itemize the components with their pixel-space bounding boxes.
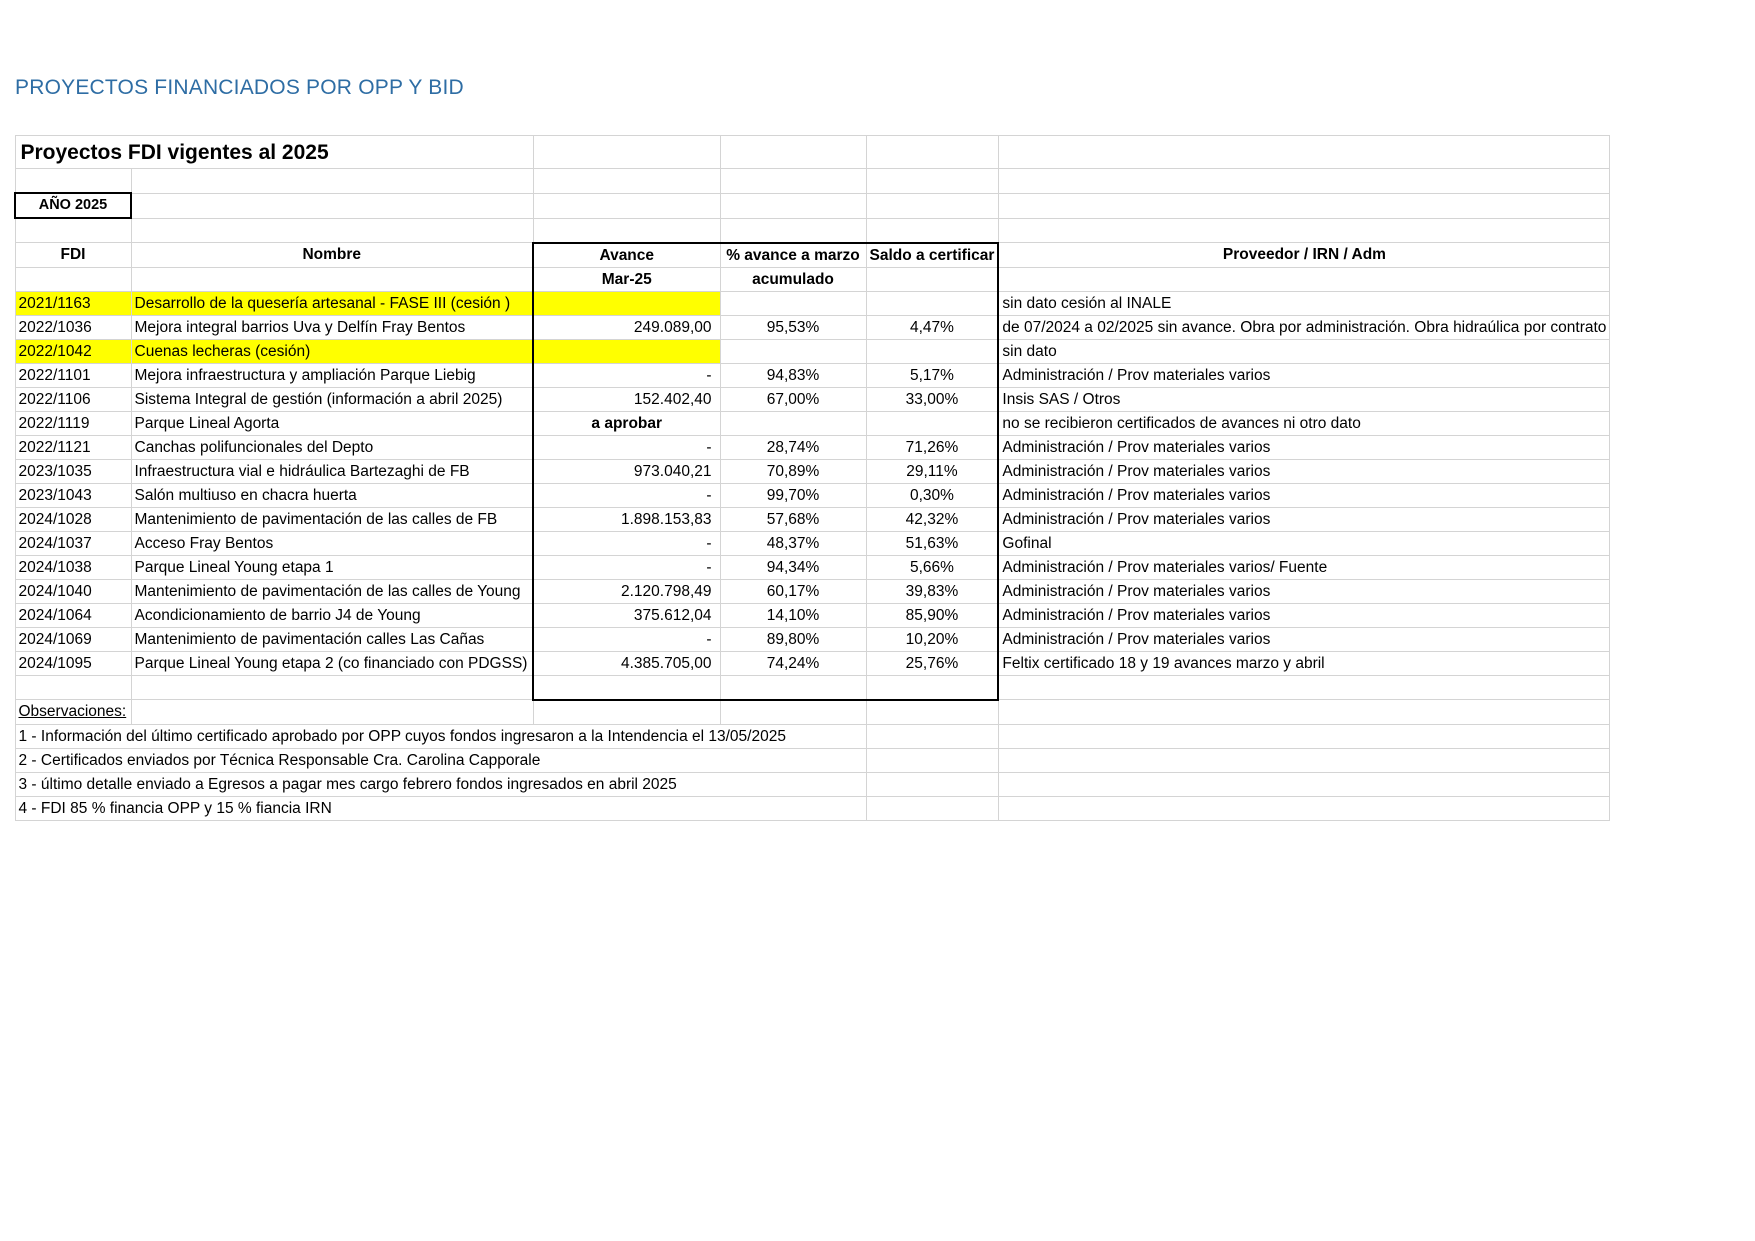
observation-row xyxy=(15,748,1610,772)
table-row xyxy=(15,579,1610,603)
header-pct: % avance a marzo xyxy=(720,243,866,268)
year-label: AÑO 2025 xyxy=(15,193,131,218)
cell-avance: - xyxy=(533,483,720,507)
table-row xyxy=(15,627,1610,651)
observation-text: 1 - Información del último certificado aprobado por OPP cuyos fondos ingresaron a la Intendencia el 13/05/2025 xyxy=(15,724,866,748)
table-row xyxy=(15,603,1610,627)
cell-saldo xyxy=(866,339,998,363)
cell-fdi: 2022/1042 xyxy=(15,339,131,363)
cell-avance: 973.040,21 xyxy=(533,459,720,483)
table-row xyxy=(15,483,1610,507)
cell-saldo: 39,83% xyxy=(866,579,998,603)
cell-avance: 2.120.798,49 xyxy=(533,579,720,603)
cell-saldo: 25,76% xyxy=(866,651,998,675)
cell-avance xyxy=(533,339,720,363)
cell-fdi: 2022/1101 xyxy=(15,363,131,387)
observaciones-label: Observaciones: xyxy=(15,700,131,725)
sheet-title: Proyectos FDI vigentes al 2025 xyxy=(15,136,533,169)
cell-fdi: 2024/1064 xyxy=(15,603,131,627)
cell-nombre: Desarrollo de la quesería artesanal - FASE III (cesión ) xyxy=(131,291,533,315)
cell-saldo: 42,32% xyxy=(866,507,998,531)
header-proveedor: Proveedor / IRN / Adm xyxy=(998,243,1610,268)
cell-pct: 89,80% xyxy=(720,627,866,651)
cell-nombre: Parque Lineal Young etapa 2 (co financiado con PDGSS) xyxy=(131,651,533,675)
cell-avance xyxy=(533,291,720,315)
table-row xyxy=(15,339,1610,363)
cell-fdi: 2024/1038 xyxy=(15,555,131,579)
cell-saldo: 71,26% xyxy=(866,435,998,459)
cell-proveedor: sin dato cesión al INALE xyxy=(998,291,1610,315)
observation-text: 3 - último detalle enviado a Egresos a pagar mes cargo febrero fondos ingresados en abril 2025 xyxy=(15,772,866,796)
cell-avance: 4.385.705,00 xyxy=(533,651,720,675)
cell-pct xyxy=(720,339,866,363)
cell-nombre: Infraestructura vial e hidráulica Bartezaghi de FB xyxy=(131,459,533,483)
observation-text: 4 - FDI 85 % financia OPP y 15 % fiancia IRN xyxy=(15,796,866,820)
table-row xyxy=(15,435,1610,459)
subheader-pct: acumulado xyxy=(720,267,866,291)
cell-saldo: 51,63% xyxy=(866,531,998,555)
cell-avance: 375.612,04 xyxy=(533,603,720,627)
cell-nombre: Parque Lineal Young etapa 1 xyxy=(131,555,533,579)
observation-row xyxy=(15,724,1610,748)
cell-pct: 70,89% xyxy=(720,459,866,483)
observaciones-row xyxy=(15,700,1610,725)
cell-nombre: Mejora integral barrios Uva y Delfín Fray Bentos xyxy=(131,315,533,339)
cell-nombre: Salón multiuso en chacra huerta xyxy=(131,483,533,507)
cell-nombre: Mantenimiento de pavimentación calles Las Cañas xyxy=(131,627,533,651)
blank-row xyxy=(15,218,1610,243)
cell-proveedor: Administración / Prov materiales varios xyxy=(998,459,1610,483)
cell-proveedor: Administración / Prov materiales varios xyxy=(998,579,1610,603)
cell-fdi: 2022/1106 xyxy=(15,387,131,411)
cell-avance: - xyxy=(533,555,720,579)
subheader-avance: Mar-25 xyxy=(533,267,720,291)
cell-pct: 67,00% xyxy=(720,387,866,411)
cell-fdi: 2024/1040 xyxy=(15,579,131,603)
cell-avance: a aprobar xyxy=(533,411,720,435)
subheader-row xyxy=(15,267,1610,291)
table-row xyxy=(15,315,1610,339)
cell-fdi: 2024/1037 xyxy=(15,531,131,555)
cell-proveedor: sin dato xyxy=(998,339,1610,363)
cell-fdi: 2023/1035 xyxy=(15,459,131,483)
page-title: PROYECTOS FINANCIADOS POR OPP Y BID xyxy=(15,76,464,99)
cell-saldo: 0,30% xyxy=(866,483,998,507)
cell-saldo: 10,20% xyxy=(866,627,998,651)
table-row xyxy=(15,531,1610,555)
cell-saldo: 33,00% xyxy=(866,387,998,411)
cell-proveedor: Administración / Prov materiales varios/ Fuente xyxy=(998,555,1610,579)
cell-avance: - xyxy=(533,435,720,459)
cell-nombre: Acondicionamiento de barrio J4 de Young xyxy=(131,603,533,627)
cell-saldo: 5,66% xyxy=(866,555,998,579)
observation-row xyxy=(15,796,1610,820)
cell-proveedor: de 07/2024 a 02/2025 sin avance. Obra por administración. Obra hidraúlica por contrato xyxy=(998,315,1610,339)
cell-proveedor: Administración / Prov materiales varios xyxy=(998,627,1610,651)
table-row xyxy=(15,507,1610,531)
blank-row xyxy=(15,675,1610,700)
table-row xyxy=(15,363,1610,387)
cell-nombre: Canchas polifuncionales del Depto xyxy=(131,435,533,459)
cell-fdi: 2021/1163 xyxy=(15,291,131,315)
header-nombre: Nombre xyxy=(131,243,533,268)
table-row xyxy=(15,291,1610,315)
cell-fdi: 2024/1095 xyxy=(15,651,131,675)
title-row xyxy=(15,136,1610,169)
cell-nombre: Mantenimiento de pavimentación de las calles de Young xyxy=(131,579,533,603)
cell-proveedor: Administración / Prov materiales varios xyxy=(998,603,1610,627)
cell-nombre: Sistema Integral de gestión (información a abril 2025) xyxy=(131,387,533,411)
cell-pct: 94,83% xyxy=(720,363,866,387)
cell-nombre: Parque Lineal Agorta xyxy=(131,411,533,435)
cell-saldo: 29,11% xyxy=(866,459,998,483)
cell-proveedor: Gofinal xyxy=(998,531,1610,555)
cell-avance: - xyxy=(533,531,720,555)
cell-fdi: 2022/1036 xyxy=(15,315,131,339)
cell-proveedor: Administración / Prov materiales varios xyxy=(998,435,1610,459)
cell-pct: 48,37% xyxy=(720,531,866,555)
cell-avance: - xyxy=(533,363,720,387)
cell-fdi: 2022/1119 xyxy=(15,411,131,435)
cell-fdi: 2023/1043 xyxy=(15,483,131,507)
cell-proveedor: Administración / Prov materiales varios xyxy=(998,507,1610,531)
observation-text: 2 - Certificados enviados por Técnica Responsable Cra. Carolina Capporale xyxy=(15,748,866,772)
cell-nombre: Mejora infraestructura y ampliación Parque Liebig xyxy=(131,363,533,387)
cell-pct: 99,70% xyxy=(720,483,866,507)
cell-saldo: 4,47% xyxy=(866,315,998,339)
cell-avance: 249.089,00 xyxy=(533,315,720,339)
cell-fdi: 2024/1069 xyxy=(15,627,131,651)
cell-avance: - xyxy=(533,627,720,651)
cell-fdi: 2024/1028 xyxy=(15,507,131,531)
header-saldo: Saldo a certificar xyxy=(866,243,998,268)
cell-nombre: Cuenas lecheras (cesión) xyxy=(131,339,533,363)
header-fdi: FDI xyxy=(15,243,131,268)
cell-avance: 152.402,40 xyxy=(533,387,720,411)
cell-proveedor: Feltix certificado 18 y 19 avances marzo y abril xyxy=(998,651,1610,675)
cell-pct: 28,74% xyxy=(720,435,866,459)
cell-nombre: Acceso Fray Bentos xyxy=(131,531,533,555)
table-row xyxy=(15,459,1610,483)
header-avance: Avance xyxy=(533,243,720,268)
cell-pct: 57,68% xyxy=(720,507,866,531)
cell-saldo: 85,90% xyxy=(866,603,998,627)
cell-proveedor: Insis SAS / Otros xyxy=(998,387,1610,411)
table-row xyxy=(15,411,1610,435)
header-row xyxy=(15,243,1610,268)
cell-nombre: Mantenimiento de pavimentación de las calles de FB xyxy=(131,507,533,531)
cell-saldo xyxy=(866,411,998,435)
cell-saldo: 5,17% xyxy=(866,363,998,387)
cell-fdi: 2022/1121 xyxy=(15,435,131,459)
cell-proveedor: no se recibieron certificados de avances ni otro dato xyxy=(998,411,1610,435)
cell-pct xyxy=(720,291,866,315)
blank-row xyxy=(15,169,1610,194)
cell-pct xyxy=(720,411,866,435)
cell-pct: 14,10% xyxy=(720,603,866,627)
table-row xyxy=(15,387,1610,411)
cell-avance: 1.898.153,83 xyxy=(533,507,720,531)
cell-proveedor: Administración / Prov materiales varios xyxy=(998,483,1610,507)
cell-pct: 94,34% xyxy=(720,555,866,579)
cell-pct: 74,24% xyxy=(720,651,866,675)
cell-proveedor: Administración / Prov materiales varios xyxy=(998,363,1610,387)
observation-row xyxy=(15,772,1610,796)
year-row xyxy=(15,193,1610,218)
cell-pct: 60,17% xyxy=(720,579,866,603)
table-row xyxy=(15,651,1610,675)
projects-sheet xyxy=(14,135,1610,821)
table-row xyxy=(15,555,1610,579)
cell-pct: 95,53% xyxy=(720,315,866,339)
cell-saldo xyxy=(866,291,998,315)
